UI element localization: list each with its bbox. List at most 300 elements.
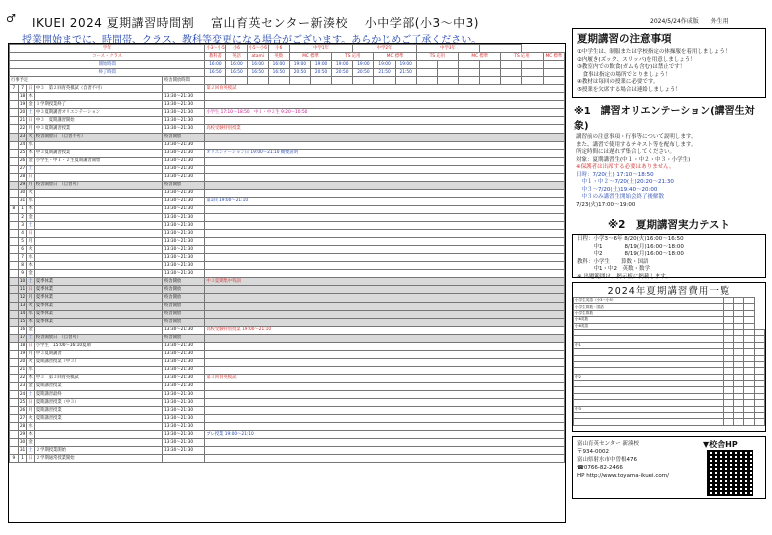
schedule-row <box>10 125 565 133</box>
month-cell <box>10 286 19 294</box>
day-cell: 12 <box>18 294 27 302</box>
blank-cell <box>205 77 226 85</box>
blank-cell <box>268 77 289 85</box>
schedule-row <box>10 334 565 342</box>
text-line: 食事は指定の場所でとりましょう！ <box>577 71 671 78</box>
blank-cell <box>437 61 458 69</box>
open-time-cell: 13:30〜21:30 <box>163 165 205 173</box>
note-cell <box>205 415 565 423</box>
grade-cell: 小3〜小5 <box>205 45 226 53</box>
note-cell <box>205 407 565 415</box>
grade-cell: 小5〜小6 <box>247 45 268 53</box>
event-cell: 夏季休業 <box>34 294 162 302</box>
day-cell: 19 <box>18 101 27 109</box>
day-cell: 8 <box>18 262 27 270</box>
event-cell: 中３夏期講習オリエンテーション <box>34 109 162 117</box>
schedule-row <box>10 366 565 374</box>
note-cell <box>205 342 565 350</box>
note-cell <box>205 101 565 109</box>
month-cell <box>10 310 19 318</box>
schedule-row <box>10 117 565 125</box>
month-cell <box>10 157 19 165</box>
blank-cell <box>459 77 480 85</box>
weekday-cell: 日 <box>27 173 34 181</box>
fee-cell: 小学生算数・国語 <box>574 304 724 310</box>
month-cell <box>10 254 19 262</box>
schedule-row <box>10 85 565 93</box>
month-cell <box>10 399 19 407</box>
day-cell: 3 <box>18 222 27 230</box>
open-time-cell: 校舎開放 <box>163 310 205 318</box>
blank-cell <box>437 69 458 77</box>
open-time-cell: 13:30〜21:30 <box>163 382 205 390</box>
open-time-cell: 校舎開放 <box>163 302 205 310</box>
event-cell <box>34 213 162 221</box>
month-cell <box>10 230 19 238</box>
text-line: ③教室内での飲食(ガムも含む)は禁止です！ <box>577 64 686 70</box>
notice-text: 授業開始までに、時間帯、クラス、教科等変更になる場合がございます。あらかじめご了承ください。 <box>22 35 482 46</box>
text-line: ※保護者は出席する必要はありません。 <box>576 164 675 170</box>
open-time-cell: 校舎開放 <box>163 318 205 326</box>
event-cell: 夏季休業 <box>34 318 162 326</box>
event-cell: 夏期講習最終 <box>34 391 162 399</box>
day-cell: 20 <box>18 358 27 366</box>
open-time-cell: 13:30〜21:30 <box>163 407 205 415</box>
schedule-row <box>10 246 565 254</box>
month-cell <box>10 117 19 125</box>
event-cell <box>34 326 162 334</box>
open-time-cell: 13:30〜21:30 <box>163 358 205 366</box>
grade-header: 学年 <box>10 45 205 53</box>
month-cell <box>10 141 19 149</box>
blank-cell <box>480 77 501 85</box>
schedule-row <box>10 431 565 439</box>
end-time-cell: 16:50 <box>247 69 268 77</box>
day-cell: 21 <box>18 117 27 125</box>
weekday-cell: 木 <box>27 431 34 439</box>
start-time-cell: 16:00 <box>226 61 247 69</box>
event-cell <box>34 431 162 439</box>
schedule-row <box>10 455 565 463</box>
test-lines <box>572 234 766 278</box>
start-time-cell: 19:00 <box>353 61 374 69</box>
note-cell <box>205 238 565 246</box>
note-cell: 高校受験特別授業 19:00〜21:10 <box>205 326 565 334</box>
blank-cell <box>226 77 247 85</box>
end-time-cell: 16:50 <box>205 69 226 77</box>
schedule-row <box>10 318 565 326</box>
weekday-cell: 日 <box>27 342 34 350</box>
month-cell <box>10 423 19 431</box>
blank-cell <box>522 69 543 77</box>
note-cell <box>205 447 565 455</box>
fee-row <box>574 419 765 425</box>
weekday-cell: 土 <box>27 391 34 399</box>
note-cell <box>205 117 565 125</box>
weekday-cell: 土 <box>27 334 34 342</box>
weekday-cell: 水 <box>27 197 34 205</box>
schedule-row <box>10 189 565 197</box>
course-cell: MC 標準 <box>543 53 564 61</box>
day-cell: 26 <box>18 157 27 165</box>
school-box <box>572 436 766 499</box>
event-cell: 中３ 夏期講習開始 <box>34 117 162 125</box>
month-cell <box>10 197 19 205</box>
day-cell: 6 <box>18 246 27 254</box>
end-time-cell: 20:50 <box>289 69 310 77</box>
note-cell: オリエンテーション日 19:00〜21:10 概要説明 <box>205 149 565 157</box>
schedule-row <box>10 286 565 294</box>
blank-cell <box>332 77 353 85</box>
month-cell <box>10 334 19 342</box>
day-cell: 24 <box>18 391 27 399</box>
schedule-row <box>10 157 565 165</box>
blank-cell <box>480 69 501 77</box>
event-header: 行事予定 <box>10 77 163 85</box>
start-time-cell: 19:00 <box>332 61 353 69</box>
day-cell: 9 <box>18 270 27 278</box>
month-cell <box>10 181 19 189</box>
event-cell: 夏季休業 <box>34 310 162 318</box>
note-cell <box>205 181 565 189</box>
end-time-cell: 21:50 <box>374 69 395 77</box>
start-time-cell: 19:00 <box>289 61 310 69</box>
day-cell: 23 <box>18 382 27 390</box>
text-line: ④教材は毎回の授業に必要です。 <box>577 79 659 85</box>
date-note: 2024/5/24作成版 外生用 <box>650 18 729 25</box>
day-cell: 28 <box>18 173 27 181</box>
day-cell: 16 <box>18 326 27 334</box>
event-cell: 校舎開放日 （自習可） <box>34 181 162 189</box>
event-cell <box>34 141 162 149</box>
weekday-cell: 金 <box>27 382 34 390</box>
weekday-cell: 土 <box>27 165 34 173</box>
event-cell <box>34 423 162 431</box>
blank-cell <box>247 77 268 85</box>
event-cell <box>34 173 162 181</box>
weekday-cell: 木 <box>27 93 34 101</box>
weekday-cell: 土 <box>27 278 34 286</box>
event-cell <box>34 230 162 238</box>
schedule-row <box>10 93 565 101</box>
grade-cell: 中学1年 <box>289 45 352 53</box>
schedule-row <box>10 149 565 157</box>
blank-cell <box>459 61 480 69</box>
school-hp[interactable]: HP http://www.toyama-ikuei.com/ <box>577 473 669 479</box>
blank-cell <box>522 77 543 85</box>
schedule-row <box>10 262 565 270</box>
open-time-cell <box>163 85 205 93</box>
day-cell: 11 <box>18 286 27 294</box>
event-cell <box>34 366 162 374</box>
end-time-cell: 20:50 <box>311 69 332 77</box>
schedule-row <box>10 326 565 334</box>
blank-cell <box>543 69 564 77</box>
blank-cell <box>501 77 522 85</box>
month-cell <box>10 133 19 141</box>
open-time-cell: 13:30〜21:30 <box>163 238 205 246</box>
open-time-cell: 13:30〜21:30 <box>163 391 205 399</box>
event-cell <box>34 222 162 230</box>
text-line: 日程：小学3〜6年 8/20(火)16:00〜16:50 <box>577 236 684 242</box>
open-time-cell: 13:30〜21:30 <box>163 117 205 125</box>
note-cell <box>205 270 565 278</box>
open-time-cell: 校舎開放 <box>163 286 205 294</box>
schedule-row <box>10 350 565 358</box>
note-cell <box>205 399 565 407</box>
qr-label: ▼校舎HP <box>703 440 738 449</box>
blank-cell <box>501 61 522 69</box>
month-cell: 8 <box>10 205 19 213</box>
event-cell: 夏期講習授業 <box>34 382 162 390</box>
open-time-cell: 校舎開放 <box>163 181 205 189</box>
event-cell: 夏季休業 <box>34 286 162 294</box>
schedule-row <box>10 294 565 302</box>
end-time-cell: 20:50 <box>353 69 374 77</box>
weekday-cell: 水 <box>27 141 34 149</box>
event-cell: 夏季休業 <box>34 302 162 310</box>
open-time-cell: 13:30〜21:30 <box>163 149 205 157</box>
weekday-cell: 金 <box>27 270 34 278</box>
notes-title: 夏期講習の注意事項 <box>577 33 672 45</box>
text-line: 中2 8/19(月)16:00〜18:00 <box>577 251 684 257</box>
note-cell <box>205 213 565 221</box>
schedule-row <box>10 342 565 350</box>
day-cell: 31 <box>18 447 27 455</box>
blank-cell <box>416 61 437 69</box>
month-cell <box>10 238 19 246</box>
schedule-row <box>10 197 565 205</box>
day-cell: 20 <box>18 109 27 117</box>
open-time-cell: 13:30〜21:30 <box>163 213 205 221</box>
fee-cell: 小6英数 <box>574 317 724 323</box>
note-cell <box>205 262 565 270</box>
day-cell: 15 <box>18 318 27 326</box>
text-line: 中３〜7/20(土)19:40〜20:00 <box>576 186 658 193</box>
grade-cell: 中学3年 <box>416 45 479 53</box>
end-time-header: 終了時間 <box>10 69 205 77</box>
schedule-row <box>10 278 565 286</box>
fee-cell <box>723 419 733 425</box>
course-cell: atami <box>247 53 268 61</box>
open-time-cell: 13:30〜21:30 <box>163 189 205 197</box>
note-cell <box>205 310 565 318</box>
blank-cell <box>311 77 332 85</box>
month-cell <box>10 366 19 374</box>
schedule-row <box>10 165 565 173</box>
month-cell: 9 <box>10 455 19 463</box>
schedule-row <box>10 173 565 181</box>
month-cell <box>10 318 19 326</box>
test-title: ※2 夏期講習実力テスト <box>607 219 731 231</box>
day-cell: 1 <box>18 455 27 463</box>
fee-cell: 中3 <box>574 406 724 412</box>
weekday-cell: 火 <box>27 358 34 366</box>
logo-mark: ♂ <box>6 12 16 25</box>
blank-cell <box>353 77 374 85</box>
note-cell <box>205 358 565 366</box>
event-cell: 中３ 第３回育英模試 <box>34 374 162 382</box>
blank-cell <box>395 77 416 85</box>
blank-cell <box>437 77 458 85</box>
weekday-cell: 木 <box>27 262 34 270</box>
day-cell: 21 <box>18 366 27 374</box>
weekday-cell: 日 <box>27 399 34 407</box>
day-cell: 27 <box>18 165 27 173</box>
month-cell: 7 <box>10 85 19 93</box>
day-cell: 31 <box>18 197 27 205</box>
weekday-cell: 月 <box>27 350 34 358</box>
day-cell: 22 <box>18 374 27 382</box>
day-cell: 28 <box>18 423 27 431</box>
open-time-header: 校舎開放時間 <box>163 77 205 85</box>
open-time-cell: 13:30〜21:30 <box>163 205 205 213</box>
weekday-cell: 月 <box>27 125 34 133</box>
day-cell: 14 <box>18 310 27 318</box>
event-cell: 中３夏期講習 <box>34 350 162 358</box>
month-cell <box>10 407 19 415</box>
fee-cell <box>754 419 764 425</box>
day-cell: 4 <box>18 230 27 238</box>
note-cell: 第３回育英模試 <box>205 374 565 382</box>
grade-cell: 小6 <box>268 45 289 53</box>
event-cell: 中３夏期講習授業 <box>34 125 162 133</box>
event-cell: ２学期通常授業開始 <box>34 455 162 463</box>
open-time-cell: 13:30〜21:30 <box>163 125 205 133</box>
event-cell: 校舎開放日 （自習可） <box>34 334 162 342</box>
course-cell: MC 標準 <box>289 53 331 61</box>
schedule-row <box>10 222 565 230</box>
month-cell <box>10 439 19 447</box>
weekday-cell: 月 <box>27 181 34 189</box>
fee-cell <box>734 419 744 425</box>
schedule-row <box>10 270 565 278</box>
month-cell <box>10 431 19 439</box>
end-time-cell: 20:50 <box>332 69 353 77</box>
open-time-cell: 13:30〜21:30 <box>163 173 205 181</box>
month-cell <box>10 222 19 230</box>
text-line: ※ 出題範囲は、掲示板に掲載します。 <box>577 273 671 280</box>
event-cell: 夏期講習授業（中３） <box>34 358 162 366</box>
month-cell <box>10 294 19 302</box>
note-cell <box>205 366 565 374</box>
event-cell: １学期授業終了 <box>34 101 162 109</box>
open-time-cell: 13:30〜21:30 <box>163 431 205 439</box>
qr-code-icon[interactable] <box>707 450 753 496</box>
open-time-cell: 13:30〜21:30 <box>163 447 205 455</box>
school-tel: ☎0766-82-2466 <box>577 465 623 471</box>
note-cell <box>205 230 565 238</box>
open-time-cell: 13:30〜21:30 <box>163 246 205 254</box>
page-title: IKUEI 2024 夏期講習時間割 富山育英センター新湊校 小中学部(小3〜中3) <box>32 16 479 30</box>
month-cell <box>10 342 19 350</box>
month-cell <box>10 246 19 254</box>
text-line: 7/23(火)17:00〜19:00 <box>576 201 636 208</box>
month-cell <box>10 270 19 278</box>
weekday-cell: 火 <box>27 246 34 254</box>
schedule-row <box>10 399 565 407</box>
note-cell <box>205 205 565 213</box>
course-cell: 英語 <box>226 53 247 61</box>
open-time-cell: 13:30〜21:30 <box>163 254 205 262</box>
note-cell <box>205 189 565 197</box>
note-cell: 小学生 17:10〜18:50 中１・中２生 9:20〜10:50 <box>205 109 565 117</box>
day-cell: 25 <box>18 399 27 407</box>
note-cell <box>205 286 565 294</box>
blank-cell <box>416 69 437 77</box>
month-cell <box>10 447 19 455</box>
blank-cell <box>543 77 564 85</box>
day-cell: 22 <box>18 125 27 133</box>
fee-cell: 中1 <box>574 342 724 348</box>
note-cell <box>205 294 565 302</box>
course-cell: TS 応用 <box>416 53 458 61</box>
month-cell <box>10 173 19 181</box>
course-cell: MC 標準 <box>459 53 501 61</box>
note-cell: 中３夏期集中特訓 <box>205 278 565 286</box>
weekday-cell: 火 <box>27 189 34 197</box>
note-cell <box>205 133 565 141</box>
start-time-cell: 16:00 <box>205 61 226 69</box>
month-cell <box>10 391 19 399</box>
note-cell <box>205 382 565 390</box>
note-cell <box>205 157 565 165</box>
blank-cell <box>543 61 564 69</box>
note-cell <box>205 165 565 173</box>
course-cell: TS 応用 <box>501 53 543 61</box>
weekday-cell: 日 <box>27 230 34 238</box>
fee-cell: 小学生英語（小3〜小5） <box>574 298 724 304</box>
right-panel <box>572 28 766 499</box>
note-cell <box>205 439 565 447</box>
day-cell: 24 <box>18 141 27 149</box>
weekday-cell: 月 <box>27 238 34 246</box>
schedule-row <box>10 358 565 366</box>
school-name: 富山育英センター 新湊校 <box>577 441 640 447</box>
start-time-cell: 19:00 <box>374 61 395 69</box>
day-cell: 13 <box>18 302 27 310</box>
open-time-cell: 13:30〜21:30 <box>163 222 205 230</box>
grade-cell: 小6 <box>226 45 247 53</box>
schedule-table <box>8 43 566 523</box>
text-line: 日時：7/20(土) 17:10〜18:50 <box>576 171 654 178</box>
day-cell: 25 <box>18 149 27 157</box>
text-line: また、講習で使用するテキスト等を配布します。 <box>576 141 697 148</box>
day-cell: 27 <box>18 415 27 423</box>
school-address: 富山県射水市中曽根476 <box>577 457 637 463</box>
note-cell <box>205 141 565 149</box>
month-cell <box>10 262 19 270</box>
text-line: 中３のみ講習生開始会終了後解散 <box>576 194 665 200</box>
note-cell <box>205 391 565 399</box>
schedule-row <box>10 141 565 149</box>
day-cell: 29 <box>18 181 27 189</box>
text-line: 所定時間には遅れず集合してください。 <box>576 149 676 155</box>
course-cell: 英数 <box>268 53 289 61</box>
text-line: 教科：小学生 算数・国語 <box>577 258 649 265</box>
note-cell <box>205 318 565 326</box>
open-time-cell: 校舎開放 <box>163 278 205 286</box>
weekday-cell: 水 <box>27 423 34 431</box>
event-cell <box>34 246 162 254</box>
open-time-cell: 13:30〜21:30 <box>163 366 205 374</box>
course-header: コース・クラス <box>10 53 205 61</box>
day-cell: 1 <box>18 205 27 213</box>
weekday-cell: 火 <box>27 415 34 423</box>
day-cell: 2 <box>18 213 27 221</box>
event-cell: 夏季休業 <box>34 278 162 286</box>
day-cell: 18 <box>18 93 27 101</box>
